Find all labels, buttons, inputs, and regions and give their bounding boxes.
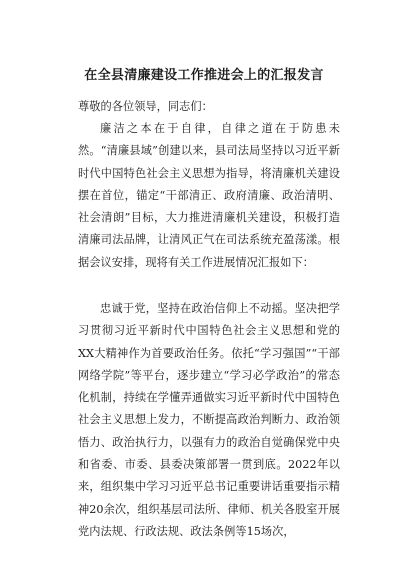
salutation: 尊敬的各位领导，同志们： <box>78 100 213 113</box>
document-title: 在全县清廉建设工作推进会上的汇报发言 <box>84 68 324 83</box>
paragraph-1: 廉洁之本在于自律，自律之道在于防患未然。“清廉县域”创建以来，县司法局坚持以习近平新时代中国特色社会主义思想为指导，将清廉机关建设摆在首位，锚定“干部清正、政府清廉、政治清明、社会清朗”目标，大力推进清廉机关建设，积极打造清廉司法品牌，让清风正气在司法系统充盈荡漾。根据会议安排，现将有关工作进展情况汇报如下： <box>78 122 340 269</box>
paragraph-2: 忠诚于党，坚持在政治信仰上不动摇。坚决把学习贯彻习近平新时代中国特色社会主义思想和党的XX大精神作为首要政治任务。依托“学习强国”“干部网络学院”等平台，逐步建立“学习必学政治”的常态化机制，持续在学懂弄通做实习近平新时代中国特色社会主义思想上发力，不断提高政治判断力、政治领悟力、政治执行力，以强有力的政治自觉确保党中央和省委、市委、县委决策部署一贯到底。2022年以来，组织集中学习习近平总书记重要讲话重要指示精神20余次，组织基层司法所、律师、机关各股室开展党内法规、行政法规、政法条例等15场次， <box>78 302 340 538</box>
